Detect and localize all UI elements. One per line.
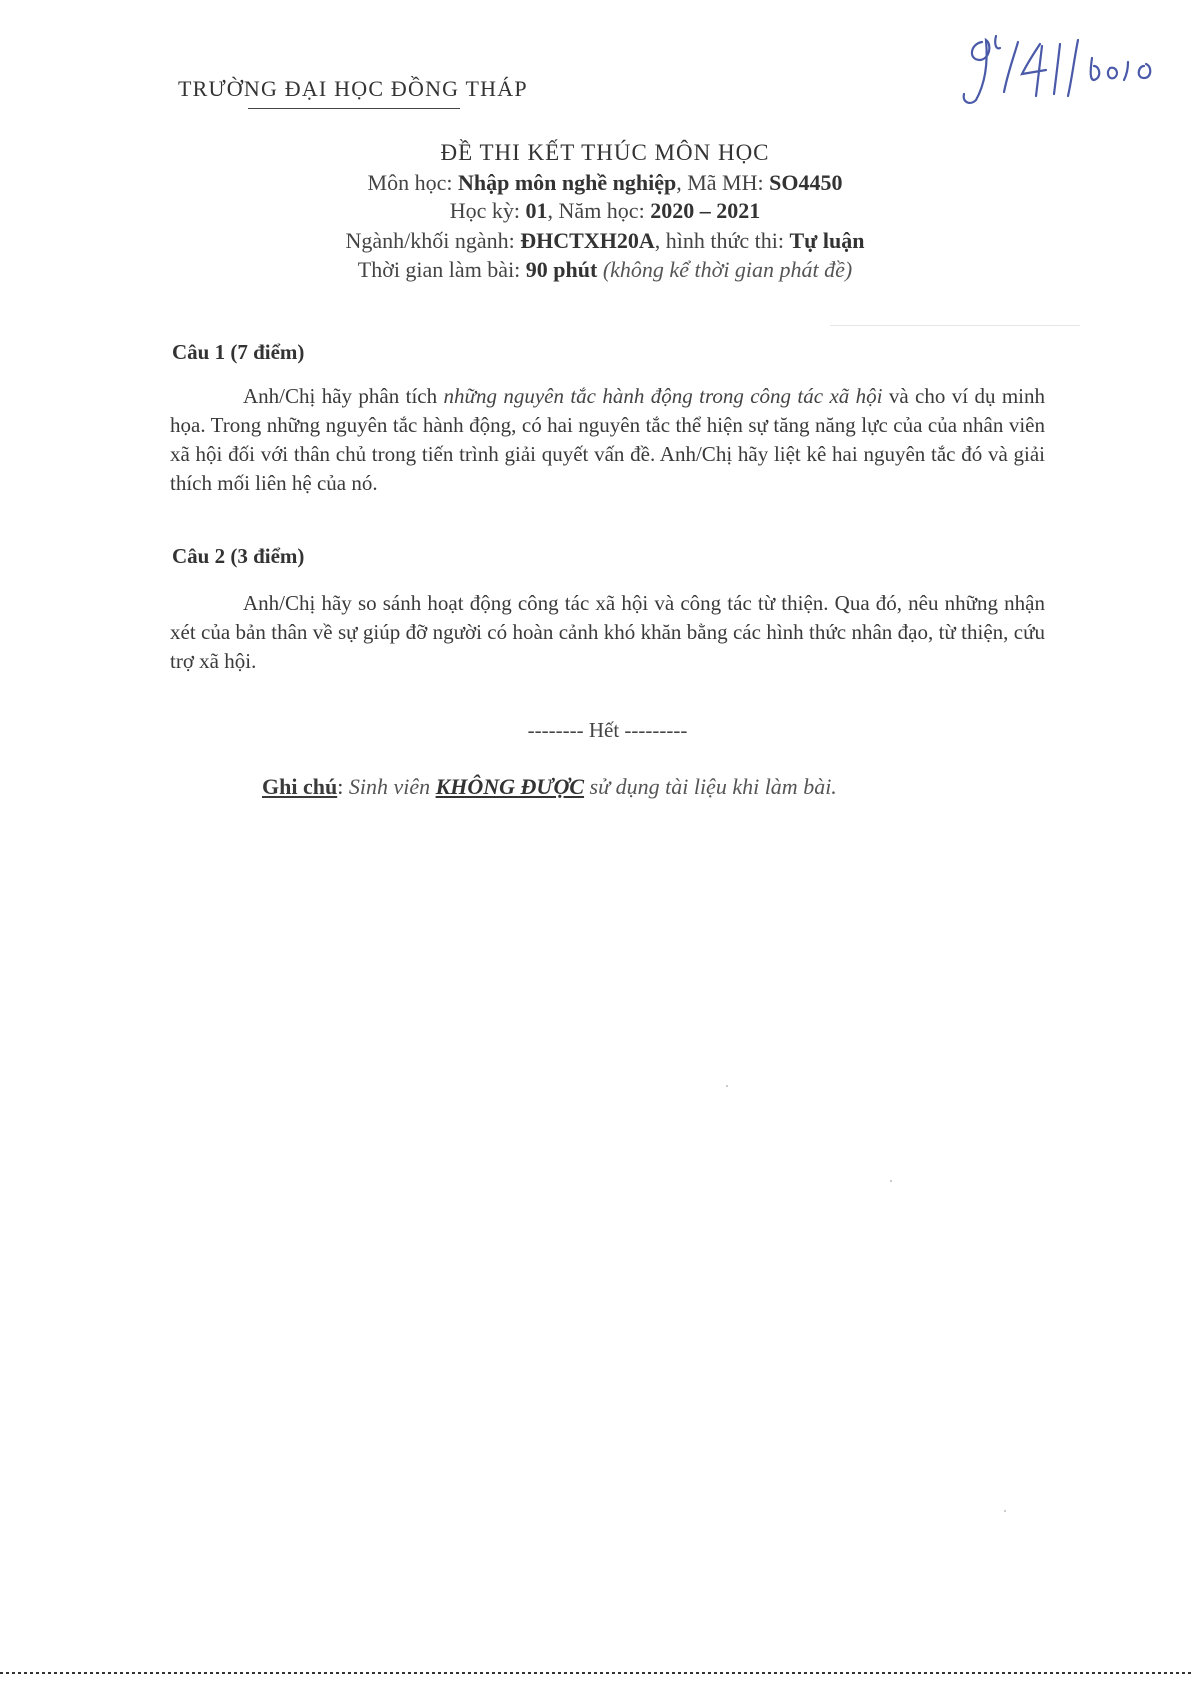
course-code-label: , Mã MH: — [676, 170, 770, 195]
faint-divider — [830, 325, 1080, 326]
school-underline — [248, 108, 460, 109]
duration-label: Thời gian làm bài: — [357, 257, 526, 282]
exam-title: ĐỀ THI KẾT THÚC MÔN HỌC — [440, 140, 770, 165]
note-text-b: sử dụng tài liệu khi làm bài. — [584, 774, 837, 799]
scan-bottom-edge — [0, 1672, 1191, 1674]
semester-line — [170, 198, 1040, 224]
exam-form-label: , hình thức thi: — [654, 228, 790, 253]
major-code: ĐHCTXH20A — [520, 228, 655, 253]
school-name: TRƯỜNG ĐẠI HỌC ĐỒNG THÁP — [178, 76, 528, 101]
question-1-heading: Câu 1 (7 điểm) — [172, 340, 305, 364]
footnote — [262, 774, 837, 800]
note-text-a: Sinh viên — [348, 774, 436, 799]
major-line — [170, 228, 1040, 254]
question-2-text — [170, 589, 1045, 676]
handwritten-date-annotation — [960, 22, 1170, 112]
semester-value: 01 — [525, 198, 548, 223]
question-2-text-a: Anh/Chị hãy so sánh hoạt động công tác xã hội và công tác từ thiện. Qua đó, nêu những nhận xét của bản thân về sự giúp đỡ người có hoàn cảnh khó khăn bằng các hình thức nhân đạo, từ thiện, cứu trợ xã hội. — [170, 591, 1045, 673]
note-emphasis: KHÔNG ĐƯỢC — [435, 774, 585, 799]
exam-form: Tự luận — [789, 228, 865, 253]
duration-note: (không kể thời gian phát đề) — [602, 257, 853, 282]
note-colon: : — [337, 774, 344, 799]
course-label: Môn học: — [367, 170, 458, 195]
question-1-emphasis: những nguyên tắc hành động trong công tác xã hội — [443, 384, 883, 408]
school-year: 2020 – 2021 — [650, 198, 761, 223]
scan-speck — [890, 1180, 892, 1182]
question-1-text-a: Anh/Chị hãy phân tích — [243, 384, 444, 408]
course-name: Nhập môn nghề nghiệp — [457, 170, 677, 195]
duration-line — [170, 257, 1040, 283]
scan-speck — [726, 1085, 728, 1087]
major-label: Ngành/khối ngành: — [345, 228, 521, 253]
scan-speck — [1004, 1510, 1006, 1512]
end-marker: -------- Hết --------- — [527, 718, 688, 742]
question-2-heading: Câu 2 (3 điểm) — [172, 544, 305, 568]
semester-label: Học kỳ: — [449, 198, 526, 223]
course-line — [170, 170, 1040, 196]
school-year-label: , Năm học: — [547, 198, 651, 223]
question-1-text-b: và cho ví dụ minh họa. Trong những nguyên tắc hành động, có hai nguyên tắc thể hiện sự tăng năng lực của của nhân viên xã hội đối với thân chủ trong tiến trình giải quyết vấn đề. Anh/Chị hãy liệt kê hai nguyên tắc đó và giải thích mối liên hệ của nó. — [170, 384, 1045, 495]
course-code: SO4450 — [769, 170, 843, 195]
duration-value: 90 phút — [525, 257, 598, 282]
question-1-text — [170, 382, 1045, 498]
note-label: Ghi chú — [262, 774, 338, 799]
